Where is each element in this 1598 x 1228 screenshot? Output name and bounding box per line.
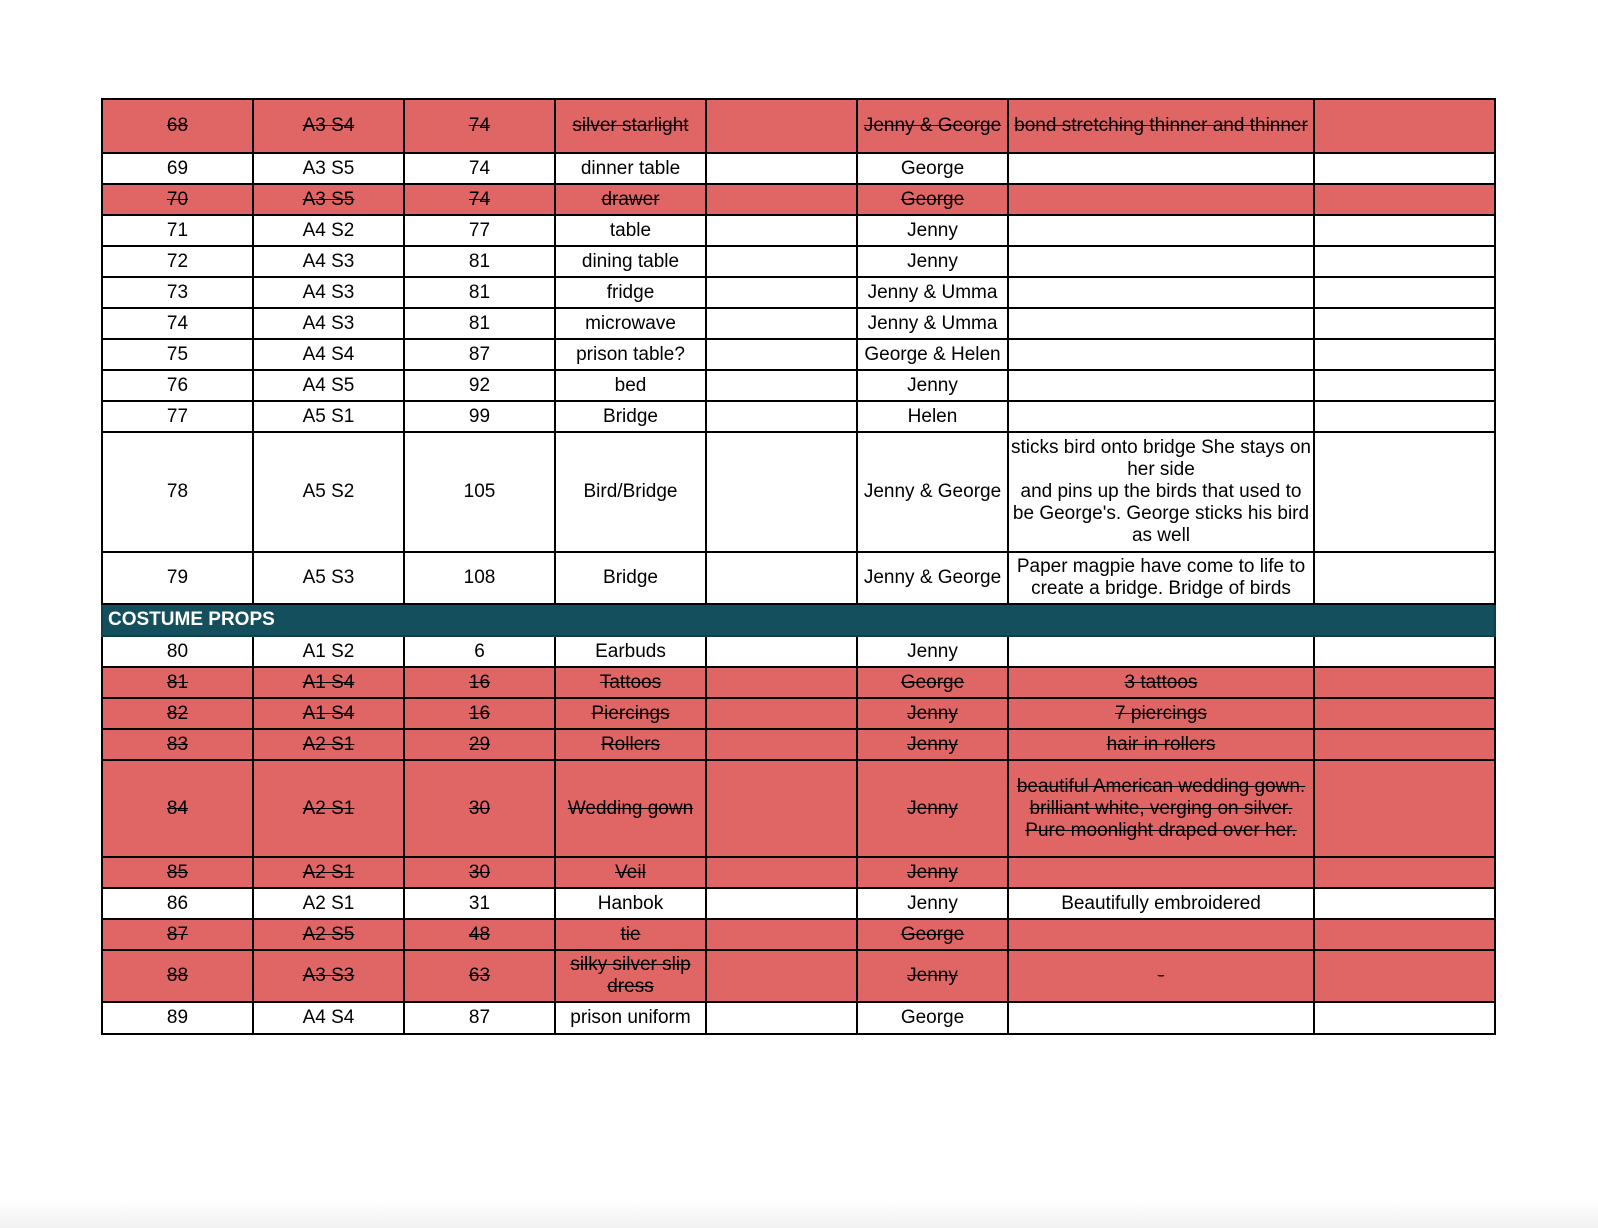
row-number: 88 <box>102 950 253 1002</box>
scene-cell: A4 S5 <box>253 370 404 401</box>
empty-cell <box>1314 308 1495 339</box>
prop-cell: Bridge <box>555 401 706 432</box>
table-row <box>102 698 1495 729</box>
extra-cell <box>706 370 857 401</box>
row-number: 70 <box>102 184 253 215</box>
character-cell: Jenny <box>857 888 1008 919</box>
scene-cell: A1 S4 <box>253 667 404 698</box>
table-row <box>102 636 1495 667</box>
row-number: 82 <box>102 698 253 729</box>
note-text: bond stretching thinner and thinner <box>1014 115 1308 136</box>
table-row <box>102 857 1495 888</box>
scene-cell: A3 S5 <box>253 184 404 215</box>
character-cell: Jenny & George <box>857 552 1008 604</box>
note-text: hair in rollers <box>1106 733 1216 755</box>
empty-cell <box>1314 636 1495 667</box>
empty-cell <box>1314 667 1495 698</box>
prop-cell: Earbuds <box>555 636 706 667</box>
character-cell: George <box>857 667 1008 698</box>
page-cell: 87 <box>404 1002 555 1034</box>
notes-cell <box>1008 277 1314 308</box>
empty-cell <box>1314 99 1495 153</box>
table-row <box>102 760 1495 857</box>
scene-cell: A1 S2 <box>253 636 404 667</box>
scene-cell: A2 S1 <box>253 760 404 857</box>
extra-cell <box>706 401 857 432</box>
character-cell: Jenny <box>857 950 1008 1002</box>
prop-cell: dinner table <box>555 153 706 184</box>
character-cell: Jenny <box>857 857 1008 888</box>
empty-cell <box>1314 246 1495 277</box>
extra-cell <box>706 432 857 552</box>
prop-cell: prison table? <box>555 339 706 370</box>
character-cell: Jenny <box>857 729 1008 760</box>
notes-cell <box>1008 760 1314 857</box>
character-cell: Helen <box>857 401 1008 432</box>
note-text: and pins up the birds that used to be George's. George sticks his bird as well <box>1012 481 1310 546</box>
prop-cell: Wedding gown <box>555 760 706 857</box>
page-cell: 29 <box>404 729 555 760</box>
empty-cell <box>1314 857 1495 888</box>
character-cell: Jenny & George <box>857 99 1008 153</box>
table-row <box>102 99 1495 153</box>
prop-cell: Rollers <box>555 729 706 760</box>
section-header-row <box>102 604 1495 636</box>
character-cell: Jenny <box>857 370 1008 401</box>
notes-cell <box>1008 184 1314 215</box>
scene-cell: A2 S1 <box>253 857 404 888</box>
empty-cell <box>1314 760 1495 857</box>
table-row <box>102 401 1495 432</box>
table-row <box>102 215 1495 246</box>
table-row <box>102 339 1495 370</box>
extra-cell <box>706 888 857 919</box>
page-cell: 81 <box>404 308 555 339</box>
prop-cell: table <box>555 215 706 246</box>
scene-cell: A1 S4 <box>253 698 404 729</box>
page-cell: 30 <box>404 760 555 857</box>
section-title: COSTUME PROPS <box>102 604 1495 636</box>
extra-cell <box>706 950 857 1002</box>
page-cell: 108 <box>404 552 555 604</box>
empty-cell <box>1314 888 1495 919</box>
scene-cell: A3 S3 <box>253 950 404 1002</box>
row-number: 84 <box>102 760 253 857</box>
page-cell: 6 <box>404 636 555 667</box>
empty-cell <box>1314 432 1495 552</box>
table-row <box>102 950 1495 1002</box>
empty-cell <box>1314 919 1495 950</box>
scene-cell: A4 S3 <box>253 308 404 339</box>
scene-cell: A4 S2 <box>253 215 404 246</box>
notes-cell <box>1008 432 1314 552</box>
prop-cell: Tattoos <box>555 667 706 698</box>
props-table <box>101 98 1496 1035</box>
character-cell: George <box>857 919 1008 950</box>
row-number: 71 <box>102 215 253 246</box>
character-cell: Jenny <box>857 246 1008 277</box>
notes-cell <box>1008 552 1314 604</box>
empty-cell <box>1314 339 1495 370</box>
props-bottom-rows <box>102 636 1495 1034</box>
scene-cell: A5 S1 <box>253 401 404 432</box>
table-row <box>102 667 1495 698</box>
empty-cell <box>1314 552 1495 604</box>
character-cell: George <box>857 153 1008 184</box>
page-cell: 74 <box>404 99 555 153</box>
notes-cell <box>1008 729 1314 760</box>
scene-cell: A2 S1 <box>253 729 404 760</box>
empty-cell <box>1314 184 1495 215</box>
prop-cell: silky silver slip dress <box>555 950 706 1002</box>
page-cell: 48 <box>404 919 555 950</box>
row-number: 76 <box>102 370 253 401</box>
page-cell: 63 <box>404 950 555 1002</box>
extra-cell <box>706 667 857 698</box>
scene-cell: A4 S4 <box>253 1002 404 1034</box>
scene-cell: A4 S3 <box>253 277 404 308</box>
notes-cell <box>1008 339 1314 370</box>
note-text: 3 tattoos <box>1124 671 1198 693</box>
extra-cell <box>706 277 857 308</box>
notes-cell <box>1008 1002 1314 1034</box>
prop-cell: drawer <box>555 184 706 215</box>
notes-cell <box>1008 667 1314 698</box>
scene-cell: A3 S4 <box>253 99 404 153</box>
page-cell: 81 <box>404 277 555 308</box>
notes-cell <box>1008 153 1314 184</box>
scene-cell: A3 S5 <box>253 153 404 184</box>
row-number: 75 <box>102 339 253 370</box>
row-number: 83 <box>102 729 253 760</box>
empty-cell <box>1314 950 1495 1002</box>
props-top-rows <box>102 99 1495 604</box>
extra-cell <box>706 99 857 153</box>
page-cell: 30 <box>404 857 555 888</box>
table-row <box>102 888 1495 919</box>
prop-cell: Bridge <box>555 552 706 604</box>
notes-cell <box>1008 636 1314 667</box>
prop-cell: Hanbok <box>555 888 706 919</box>
note-text: beautiful American wedding gown. brilliant white, verging on silver. Pure moonlight draped over her. <box>1016 775 1306 841</box>
table-row <box>102 370 1495 401</box>
page-cell: 16 <box>404 698 555 729</box>
extra-cell <box>706 857 857 888</box>
table-row <box>102 308 1495 339</box>
row-number: 72 <box>102 246 253 277</box>
note-text: sticks bird onto bridge She stays on her side <box>1011 437 1311 480</box>
extra-cell <box>706 729 857 760</box>
note-text: 7 piercings <box>1115 702 1207 724</box>
page-cell: 92 <box>404 370 555 401</box>
scene-cell: A5 S2 <box>253 432 404 552</box>
prop-cell: fridge <box>555 277 706 308</box>
scene-cell: A2 S5 <box>253 919 404 950</box>
page-footer-shadow <box>0 1200 1598 1228</box>
page-cell: 16 <box>404 667 555 698</box>
prop-cell: silver starlight <box>555 99 706 153</box>
notes-cell <box>1008 308 1314 339</box>
row-number: 78 <box>102 432 253 552</box>
empty-cell <box>1314 215 1495 246</box>
notes-cell <box>1008 246 1314 277</box>
extra-cell <box>706 919 857 950</box>
page-cell: 99 <box>404 401 555 432</box>
prop-cell: Veil <box>555 857 706 888</box>
scene-cell: A4 S3 <box>253 246 404 277</box>
prop-cell: microwave <box>555 308 706 339</box>
row-number: 73 <box>102 277 253 308</box>
extra-cell <box>706 215 857 246</box>
character-cell: Jenny <box>857 215 1008 246</box>
page-cell: 105 <box>404 432 555 552</box>
empty-cell <box>1314 698 1495 729</box>
notes-cell <box>1008 401 1314 432</box>
empty-cell <box>1314 370 1495 401</box>
extra-cell <box>706 153 857 184</box>
prop-cell: prison uniform <box>555 1002 706 1034</box>
page-cell: 74 <box>404 153 555 184</box>
extra-cell <box>706 339 857 370</box>
empty-cell <box>1314 729 1495 760</box>
extra-cell <box>706 308 857 339</box>
empty-cell <box>1314 1002 1495 1034</box>
row-number: 79 <box>102 552 253 604</box>
notes-cell <box>1008 370 1314 401</box>
scene-cell: A5 S3 <box>253 552 404 604</box>
empty-cell <box>1314 277 1495 308</box>
prop-cell: tie <box>555 919 706 950</box>
empty-cell <box>1314 153 1495 184</box>
character-cell: Jenny <box>857 760 1008 857</box>
prop-cell: Bird/Bridge <box>555 432 706 552</box>
row-number: 77 <box>102 401 253 432</box>
note-text: Beautifully embroidered <box>1061 892 1261 914</box>
scene-cell: A4 S4 <box>253 339 404 370</box>
page-cell: 74 <box>404 184 555 215</box>
prop-cell: Piercings <box>555 698 706 729</box>
notes-cell <box>1008 215 1314 246</box>
row-number: 80 <box>102 636 253 667</box>
notes-cell <box>1008 99 1314 153</box>
extra-cell <box>706 184 857 215</box>
character-cell: Jenny <box>857 636 1008 667</box>
prop-cell: bed <box>555 370 706 401</box>
row-number: 87 <box>102 919 253 950</box>
row-number: 74 <box>102 308 253 339</box>
row-number: 85 <box>102 857 253 888</box>
row-number: 86 <box>102 888 253 919</box>
page-cell: 81 <box>404 246 555 277</box>
table-row <box>102 552 1495 604</box>
table-row <box>102 153 1495 184</box>
character-cell: Jenny & Umma <box>857 308 1008 339</box>
extra-cell <box>706 552 857 604</box>
note-text: - <box>1157 965 1165 986</box>
character-cell: Jenny <box>857 698 1008 729</box>
character-cell: George <box>857 1002 1008 1034</box>
character-cell: Jenny & George <box>857 432 1008 552</box>
notes-cell <box>1008 698 1314 729</box>
character-cell: George & Helen <box>857 339 1008 370</box>
table-row <box>102 729 1495 760</box>
row-number: 89 <box>102 1002 253 1034</box>
page-cell: 31 <box>404 888 555 919</box>
page-cell: 87 <box>404 339 555 370</box>
extra-cell <box>706 1002 857 1034</box>
character-cell: Jenny & Umma <box>857 277 1008 308</box>
row-number: 69 <box>102 153 253 184</box>
scene-cell: A2 S1 <box>253 888 404 919</box>
row-number: 68 <box>102 99 253 153</box>
notes-cell <box>1008 950 1314 1002</box>
page-cell: 77 <box>404 215 555 246</box>
notes-cell <box>1008 919 1314 950</box>
table-row <box>102 919 1495 950</box>
table-row <box>102 184 1495 215</box>
character-cell: George <box>857 184 1008 215</box>
note-text: Paper magpie have come to life to create a bridge. Bridge of birds <box>1016 556 1306 599</box>
empty-cell <box>1314 401 1495 432</box>
notes-cell <box>1008 888 1314 919</box>
table-row <box>102 432 1495 552</box>
extra-cell <box>706 760 857 857</box>
extra-cell <box>706 636 857 667</box>
table-row <box>102 277 1495 308</box>
notes-cell <box>1008 857 1314 888</box>
row-number: 81 <box>102 667 253 698</box>
extra-cell <box>706 698 857 729</box>
table-row <box>102 1002 1495 1034</box>
prop-cell: dining table <box>555 246 706 277</box>
table-row <box>102 246 1495 277</box>
extra-cell <box>706 246 857 277</box>
costume-props-section <box>102 604 1495 636</box>
